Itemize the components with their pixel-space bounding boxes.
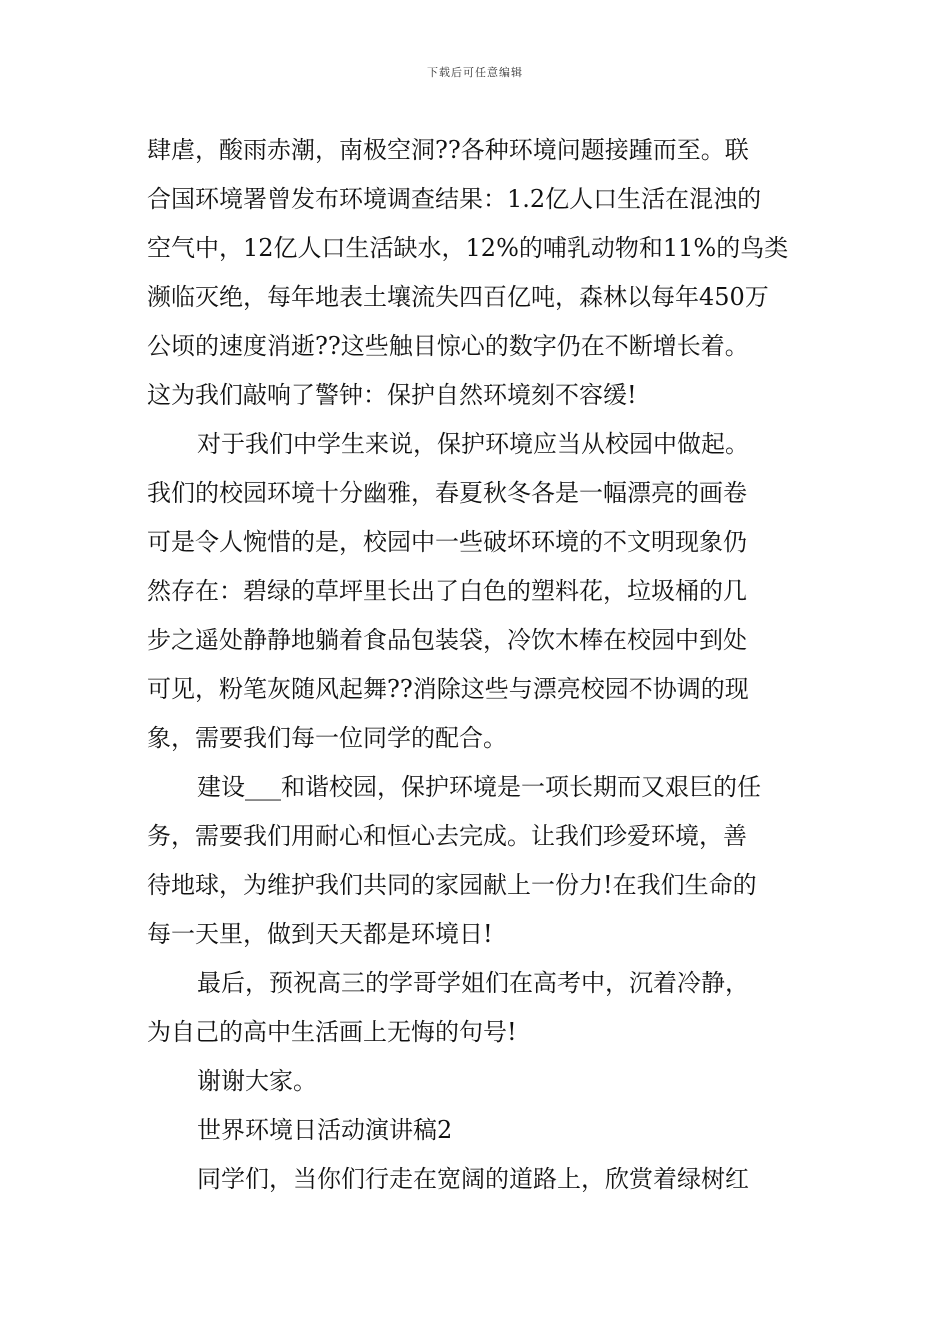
text-line: 同学们，当你们行走在宽阔的道路上，欣赏着绿树红 [197,1165,749,1193]
text-line: 我们的校园环境十分幽雅，春夏秋冬各是一幅漂亮的画卷 [147,479,747,507]
text-line: 步之遥处静静地躺着食品包装袋，冷饮木棒在校园中到处 [147,626,747,654]
text-line: 象，需要我们每一位同学的配合。 [147,724,507,752]
text-line: 然存在：碧绿的草坪里长出了白色的塑料花，垃圾桶的几 [147,577,747,605]
text-line: 最后，预祝高三的学哥学姐们在高考中，沉着冷静， [197,969,749,997]
text-line: 肆虐，酸雨赤潮，南极空洞??各种环境问题接踵而至。联 [147,136,749,164]
document-body [147,126,812,1204]
text-line: 谢谢大家。 [197,1067,317,1095]
text-line: 为自己的高中生活画上无悔的句号! [147,1018,517,1046]
text-line: 濒临灭绝，每年地表土壤流失四百亿吨，森林以每年450万 [147,283,769,311]
text-line: 可是令人惋惜的是，校园中一些破坏环境的不文明现象仍 [147,528,747,556]
text-line: 空气中，12亿人口生活缺水，12%的哺乳动物和11%的鸟类 [147,234,789,262]
text-line: 建设___和谐校园，保护环境是一项长期而又艰巨的任 [197,773,761,801]
text-line: 这为我们敲响了警钟：保护自然环境刻不容缓! [147,381,637,409]
text-line: 每一天里，做到天天都是环境日! [147,920,493,948]
text-line: 对于我们中学生来说，保护环境应当从校园中做起。 [197,430,749,458]
text-line: 务，需要我们用耐心和恒心去完成。让我们珍爱环境，善 [147,822,747,850]
text-line: 待地球，为维护我们共同的家园献上一份力!在我们生命的 [147,871,757,899]
page-header: 下载后可任意编辑 [427,66,523,79]
text-line: 可见，粉笔灰随风起舞??消除这些与漂亮校园不协调的现 [147,675,749,703]
section-title: 世界环境日活动演讲稿2 [197,1116,453,1144]
text-line: 合国环境署曾发布环境调查结果：1.2亿人口生活在混浊的 [147,185,762,213]
text-line: 公顷的速度消逝??这些触目惊心的数字仍在不断增长着。 [147,332,749,360]
